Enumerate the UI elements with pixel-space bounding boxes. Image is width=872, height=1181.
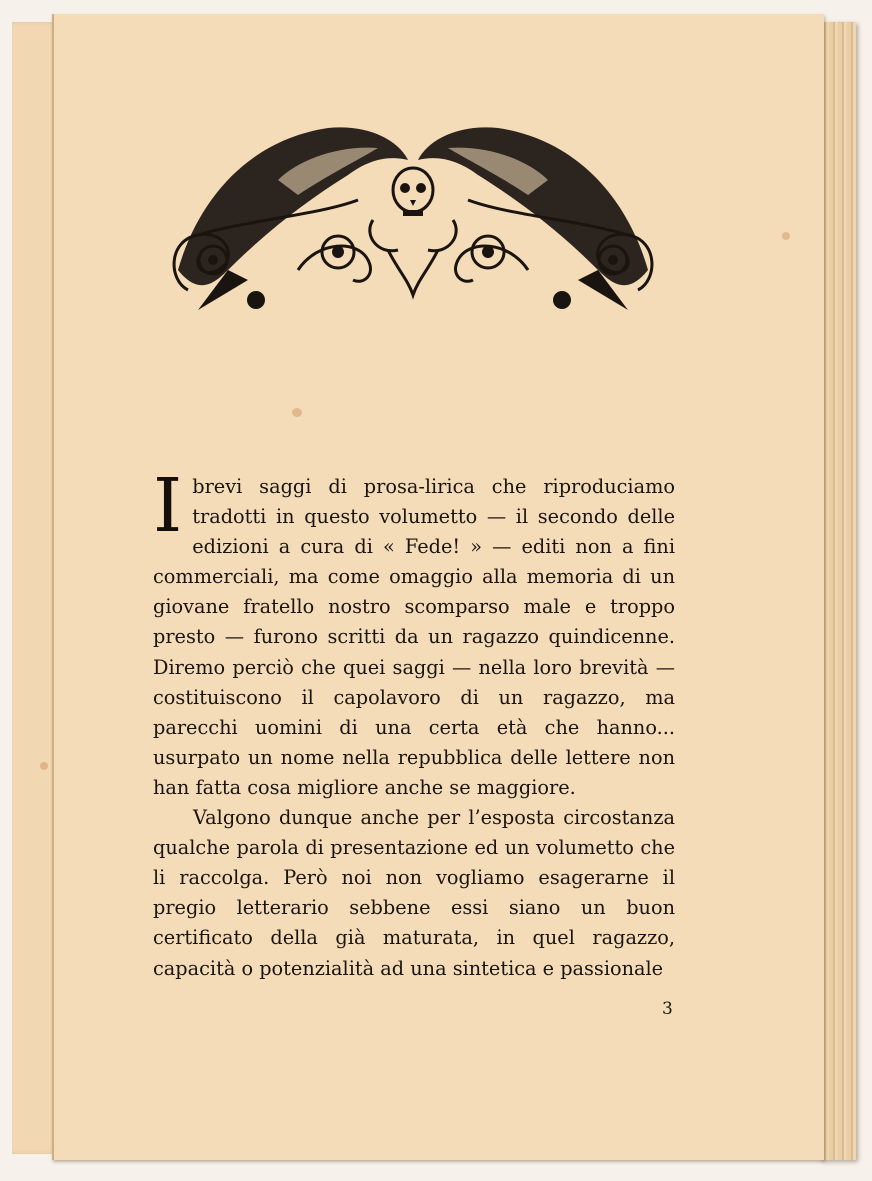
foxing-spot: [40, 762, 48, 770]
drop-cap: I: [153, 463, 183, 549]
paragraph-2: Valgono dunque anche per l’esposta circostanza qualche parola di presentazione ed un volumetto che li raccolga. Però noi non vogliamo esagerarne il pregio letterario sebbene essi siano un buon certificato della già maturata, in quel ragazzo, capacità o potenzialità ad una sintetica e passionale: [153, 806, 675, 980]
paragraph-1-text: brevi saggi di prosa-lirica che riproduciamo tradotti in questo volumetto — il secondo delle edizioni a cura di « Fede! » — editi non a fini commerciali, ma come omaggio alla memoria di un giovane fratello nostro scomparso male e troppo presto — furono scritti da un ragazzo quindicenne. Diremo perciò che quei saggi — nella loro brevità — costituiscono il capolavoro di un ragazzo, ma parecchi uomini di una certa età che hanno... usurpato un nome nella repubblica delle lettere non han fatta cosa migliore anche se maggiore.: [153, 475, 675, 799]
foxing-spot: [292, 408, 302, 417]
page-stack-edge: [820, 22, 856, 1160]
two-swallows-skull-vignette-icon: [158, 120, 668, 320]
foxing-spot: [782, 232, 790, 240]
page-fold-line: [52, 14, 54, 1160]
page-number: 3: [662, 999, 673, 1019]
page-body-text: [153, 463, 675, 984]
paragraph-1: [153, 463, 675, 803]
